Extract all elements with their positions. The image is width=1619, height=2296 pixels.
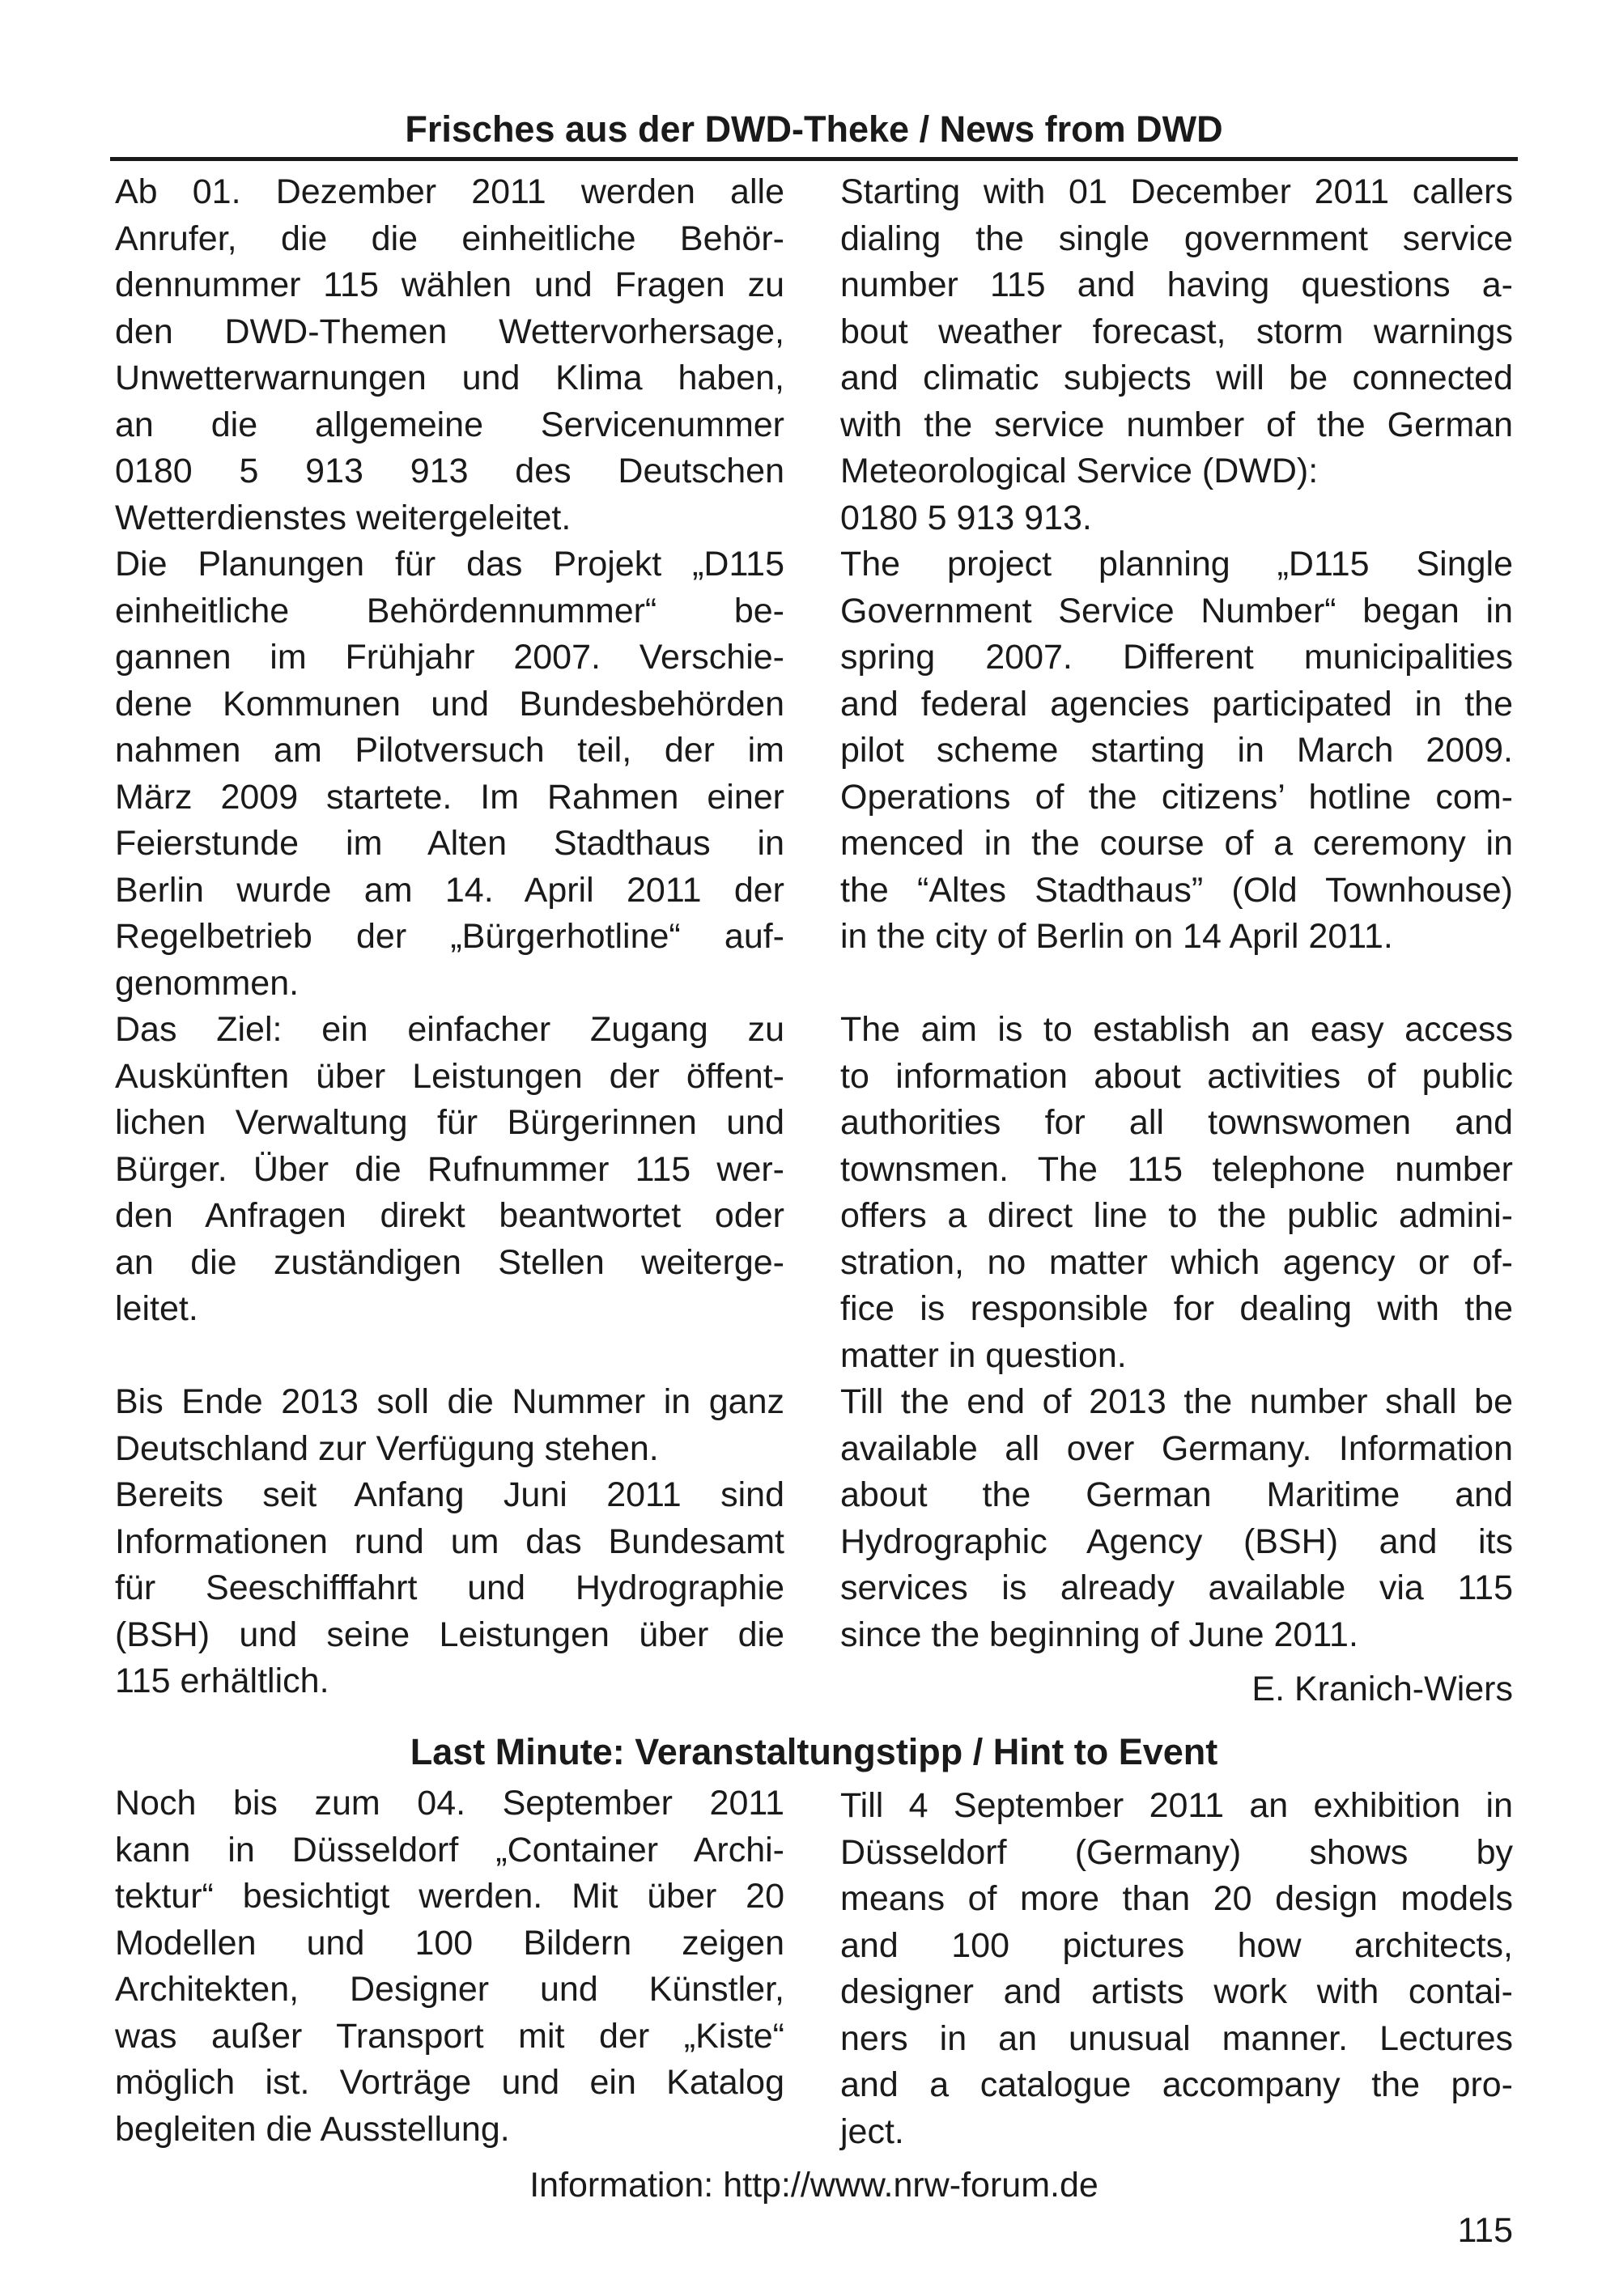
section-title-news: Frisches aus der DWD-Theke / News from DWD <box>405 108 1223 150</box>
text-line: tektur“ besichtigt werden. Mit über 20 <box>115 1877 784 1916</box>
text-line: The project planning „D115 Single <box>840 545 1513 584</box>
header-rule <box>110 157 1518 161</box>
text-line: März 2009 startete. Im Rahmen einer <box>115 777 784 817</box>
text-line: Informationen rund um das Bundesamt <box>115 1521 784 1561</box>
text-line: The aim is to establish an easy access <box>840 1010 1513 1049</box>
text-line: pilot scheme starting in March 2009. <box>840 731 1513 770</box>
text-line: designer and artists work with contai- <box>840 1972 1513 2011</box>
text-line: menced in the course of a ceremony in <box>840 824 1513 863</box>
text-line: Noch bis zum 04. September 2011 <box>115 1784 784 1823</box>
text-line: kann in Düsseldorf „Container Archi- <box>115 1830 784 1869</box>
text-line: Government Service Number“ began in <box>840 591 1513 630</box>
text-line: gannen im Frühjahr 2007. Verschie- <box>115 638 784 677</box>
text-line: with the service number of the German <box>840 405 1513 444</box>
text-line: Regelbetrieb der „Bürgerhotline“ auf- <box>115 917 784 956</box>
text-line: an die zuständigen Stellen weiterge- <box>115 1242 784 1282</box>
text-line: einheitliche Behördennummer“ be- <box>115 591 784 630</box>
text-line: townsmen. The 115 telephone number <box>840 1149 1513 1189</box>
text-line: für Seeschifffahrt und Hydrographie <box>115 1568 784 1607</box>
text-line <box>840 961 1513 1008</box>
text-line: Bereits seit Anfang Juni 2011 sind <box>115 1475 784 1514</box>
text-line: fice is responsible for dealing with the <box>840 1289 1513 1328</box>
text-line: den Anfragen direkt beantwortet oder <box>115 1196 784 1235</box>
text-line: Feierstunde im Alten Stadthaus in <box>115 824 784 863</box>
text-line: nahmen am Pilotversuch teil, der im <box>115 731 784 770</box>
text-line: Ab 01. Dezember 2011 werden alle <box>115 172 784 211</box>
text-line: available all over Germany. Information <box>840 1428 1513 1468</box>
text-line: Starting with 01 December 2011 callers <box>840 172 1513 211</box>
text-line: Till 4 September 2011 an exhibition in <box>840 1786 1513 1825</box>
text-line: Deutschland zur Verfügung stehen. <box>115 1428 659 1468</box>
news-english-column <box>840 169 1513 1658</box>
text-line: Wetterdienstes weitergeleitet. <box>115 498 572 537</box>
text-line: Berlin wurde am 14. April 2011 der <box>115 870 784 910</box>
event-english-column <box>840 1783 1513 2155</box>
text-line: the “Altes Stadthaus” (Old Townhouse) <box>840 870 1513 910</box>
text-line: Operations of the citizens’ hotline com- <box>840 777 1513 817</box>
text-line: Meteorological Service (DWD): <box>840 452 1319 490</box>
text-line <box>115 1333 784 1380</box>
text-line: Bis Ende 2013 soll die Nummer in ganz <box>115 1382 784 1421</box>
text-line: and climatic subjects will be connected <box>840 359 1513 397</box>
text-line: Unwetterwarnungen und Klima haben, <box>115 359 784 397</box>
author: E. Kranich-Wiers <box>1251 1670 1513 1708</box>
page-number: 115 <box>1457 2211 1513 2250</box>
text-line: services is already available via 115 <box>840 1568 1513 1607</box>
text-line: Die Planungen für das Projekt „D115 <box>115 545 784 584</box>
section-title-event: Last Minute: Veranstaltungstipp / Hint to Event <box>410 1731 1218 1772</box>
text-line: matter in question. <box>840 1335 1127 1375</box>
text-line: Till the end of 2013 the number shall be <box>840 1382 1513 1421</box>
text-line: 0180 5 913 913 des Deutschen <box>115 452 784 490</box>
text-line: was außer Transport mit der „Kiste“ <box>115 2016 784 2056</box>
text-line: ject. <box>840 2111 904 2151</box>
text-line: since the beginning of June 2011. <box>840 1615 1358 1654</box>
text-line: Modellen und 100 Bildern zeigen <box>115 1923 784 1963</box>
text-line: Düsseldorf (Germany) shows by <box>840 1832 1513 1872</box>
text-line: genommen. <box>115 963 300 1003</box>
text-line: and a catalogue accompany the pro- <box>840 2065 1513 2104</box>
text-line: means of more than 20 design models <box>840 1879 1513 1918</box>
news-german-column <box>115 169 784 1705</box>
text-line: an die allgemeine Servicenummer <box>115 405 784 444</box>
text-line: Auskünften über Leistungen der öffent- <box>115 1056 784 1096</box>
text-line: and 100 pictures how architects, <box>840 1925 1513 1965</box>
event-german-column <box>115 1780 784 2153</box>
text-line: den DWD-Themen Wettervorhersage, <box>115 312 784 351</box>
text-line: offers a direct line to the public admini- <box>840 1196 1513 1235</box>
text-line: authorities for all townswomen and <box>840 1103 1513 1142</box>
text-line: and federal agencies participated in the <box>840 684 1513 724</box>
text-line: Das Ziel: ein einfacher Zugang zu <box>115 1010 784 1049</box>
text-line: leitet. <box>115 1289 198 1328</box>
text-line: in the city of Berlin on 14 April 2011. <box>840 917 1393 956</box>
text-line: 115 erhältlich. <box>115 1662 329 1700</box>
text-line: number 115 and having questions a- <box>840 265 1513 304</box>
text-line: begleiten die Ausstellung. <box>115 2109 510 2149</box>
text-line: stration, no matter which agency or of- <box>840 1242 1513 1282</box>
text-line: about the German Maritime and <box>840 1475 1513 1514</box>
text-line: to information about activities of public <box>840 1056 1513 1096</box>
text-line: Architekten, Designer und Künstler, <box>115 1970 784 2009</box>
info-link: Information: http://www.nrw-forum.de <box>529 2166 1098 2205</box>
text-line: lichen Verwaltung für Bürgerinnen und <box>115 1103 784 1142</box>
text-line: (BSH) und seine Leistungen über die <box>115 1615 784 1654</box>
author-wrap <box>840 1666 1513 1713</box>
text-line: Bürger. Über die Rufnummer 115 wer- <box>115 1149 784 1189</box>
text-line: dialing the single government service <box>840 219 1513 258</box>
text-line: möglich ist. Vorträge und ein Katalog <box>115 2063 784 2102</box>
text-line: bout weather forecast, storm warnings <box>840 312 1513 351</box>
text-line: spring 2007. Different municipalities <box>840 638 1513 677</box>
text-line: 0180 5 913 913. <box>840 498 1092 537</box>
text-line: Anrufer, die die einheitliche Behör- <box>115 219 784 258</box>
text-line: ners in an unusual manner. Lectures <box>840 2018 1513 2058</box>
text-line: dennummer 115 wählen und Fragen zu <box>115 265 784 304</box>
text-line: Hydrographic Agency (BSH) and its <box>840 1521 1513 1561</box>
text-line: dene Kommunen und Bundesbehörden <box>115 684 784 724</box>
